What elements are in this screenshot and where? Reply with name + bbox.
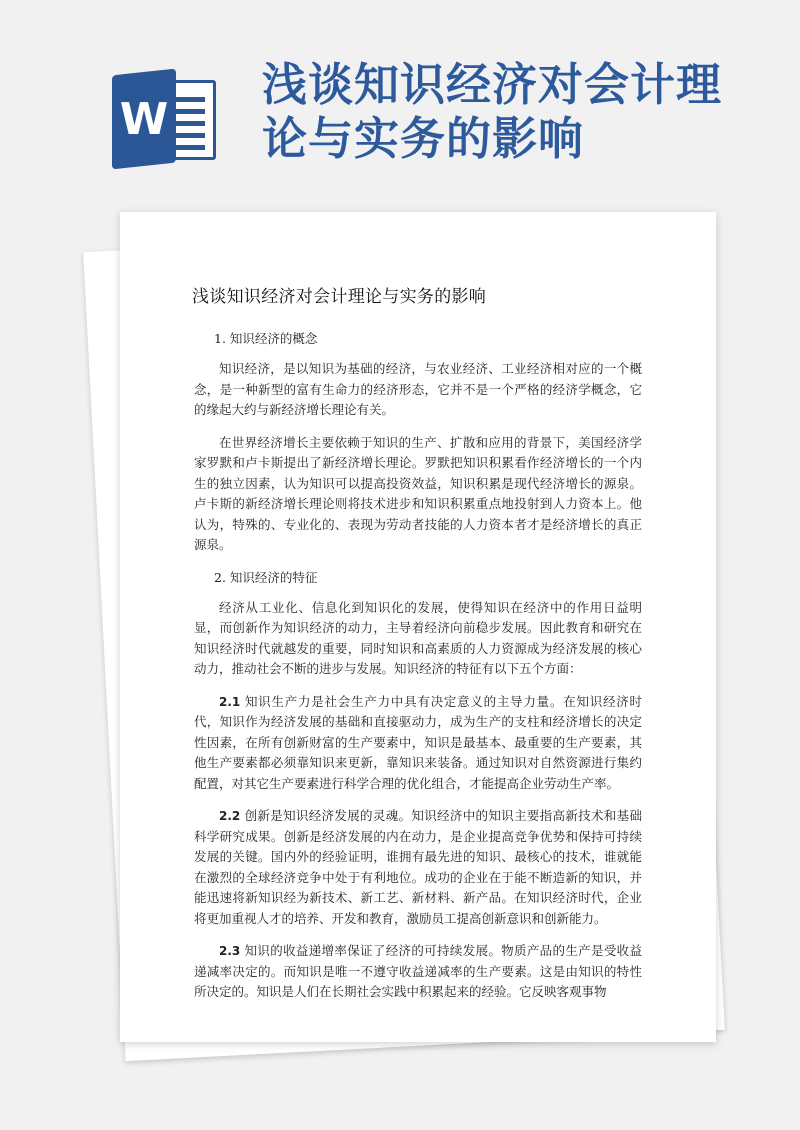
section-heading-1: 1. 知识经济的概念 [214,331,318,346]
word-logo-icon [108,72,220,166]
list-item [194,941,642,1003]
paragraph: 知识经济，是以知识为基础的经济，与农业经济、工业经济相对应的一个概念，是一种新型的富有生命力的经济形态，它并不是一个严格的经济学概念，它的缘起大约与新经济增长理论有关。 [194,361,642,417]
item-number: 2.1 [219,694,241,709]
section-heading-2: 2. 知识经济的特征 [214,569,318,585]
banner-title-line2: 论与实务的影响 [262,112,585,165]
banner-title [262,58,782,166]
document-content [194,282,642,1015]
list-item [194,806,642,929]
paragraph: 经济从工业化、信息化到知识化的发展，使得知识在经济中的作用日益明显，而创新作为知识经济的动力，主导着经济向前稳步发展。因此教育和研究在知识经济时代就越发的重要，同时知识和高素质的人力资源成为经济发展的核心动力，推动社会不断的进步与发展。知识经济的特征有以下五个方面： [194,599,642,676]
document-page [120,212,716,1042]
document-title: 浅谈知识经济对会计理论与实务的影响 [192,287,487,307]
item-number: 2.3 [219,944,241,958]
item-text: 知识生产力是社会生产力中具有决定意义的主导力量。在知识经济时代，知识作为经济发展的基础和直接驱动力，成为生产的支柱和经济增长的决定性因素，在所有创新财富的生产要素中，知识是最基本、最重要的生产要素，其他生产要素都必须靠知识来更新，靠知识来装备。通过知识对自然资源进行集约配置，对其它生产要素进行科学合理的优化组合，才能提高企业劳动生产率。 [194,693,642,791]
item-number: 2.2 [219,809,241,823]
banner-title-line1: 浅谈知识经济对会计理 [262,58,723,111]
list-item [194,692,642,795]
paragraph: 在世界经济增长主要依赖于知识的生产、扩散和应用的背景下，美国经济学家罗默和卢卡斯提出了新经济增长理论。罗默把知识积累看作经济增长的一个内生的独立因素，认为知识可以提高投资效益，知识积累是现代经济增长的源泉。卢卡斯的新经济增长理论则将技术进步和知识积累重点地投射到人力资本上。他认为，特殊的、专业化的、表现为劳动者技能的人力资本者才是经济增长的真正源泉。 [194,434,642,552]
word-badge [112,69,176,170]
item-text: 知识的收益递增率保证了经济的可持续发展。物质产品的生产是受收益递减率决定的。而知识是唯一不遵守收益递减率的生产要素。这是由知识的特性所决定的。知识是人们在长期社会实践中积累起来的经验。它反映客观事物 [194,943,642,999]
item-text: 创新是知识经济发展的灵魂。知识经济中的知识主要指高新技术和基础科学研究成果。创新是经济发展的内在动力，是企业提高竞争优势和保持可持续发展的关键。国内外的经验证明，谁拥有最先进的知识、最核心的技术，谁就能在激烈的全球经济竞争中处于有利地位。成功的企业在于能不断造新的知识，并能迅速将新知识经为新技术、新工艺、新材料、新产品。在知识经济时代，企业将更加重视人才的培养、开发和教育，激励员工提高创新意识和创新能力。 [194,808,642,926]
word-badge-letter: W [119,94,169,145]
